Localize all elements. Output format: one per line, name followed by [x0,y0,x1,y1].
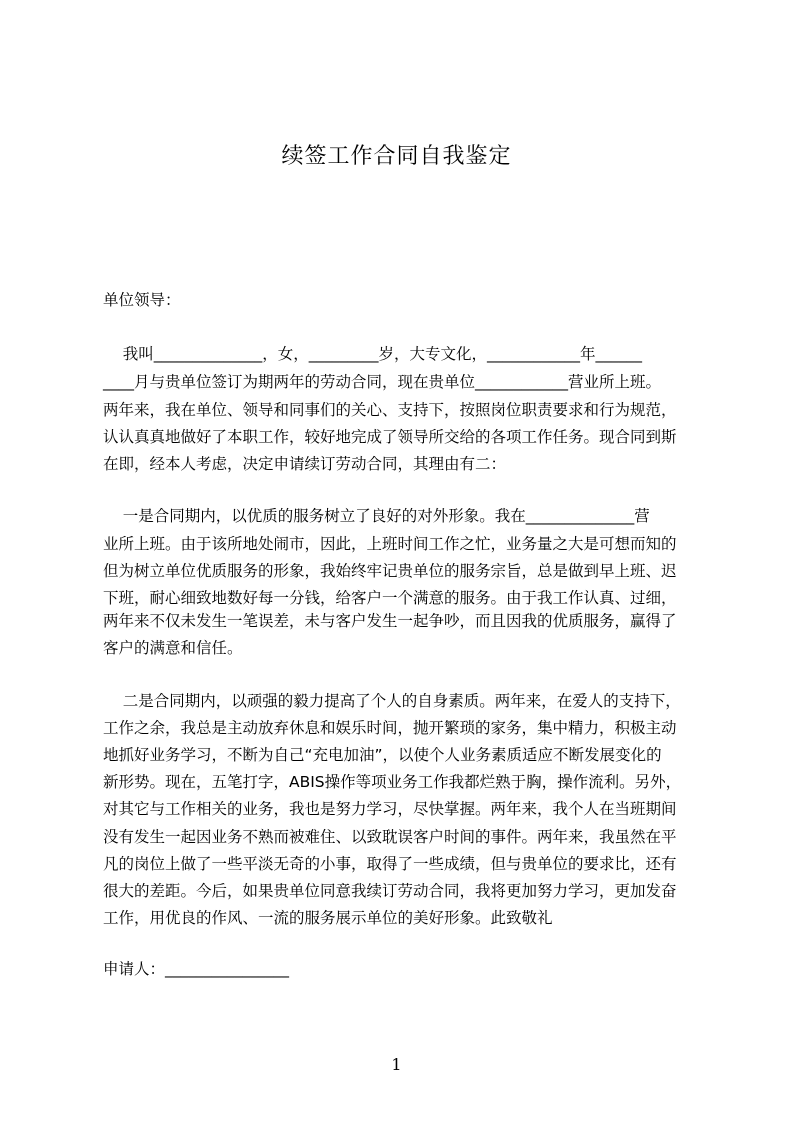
paragraph-line: 很大的差距。今后，如果贵单位同意我续订劳动合同，我将更加努力学习，更加发奋 [103,882,677,900]
paragraph-line: 二是合同期内，以顽强的毅力提高了个人的自身素质。两年来，在爱人的支持下， [103,692,681,710]
paragraph-line: 新形势。现在，五笔打字，ABIS操作等项业务工作我都烂熟于胸，操作流利。另外， [103,773,682,791]
paragraph-line: 地抓好业务学习，不断为自己“充电加油”，以使个人业务素质适应不断发展变化的 [103,746,662,764]
paragraph-line: 工作，用优良的作风、一流的服务展示单位的美好形象。此致敬礼 [103,909,553,927]
paragraph-line: 客户的满意和信任。 [103,639,243,657]
paragraph-line: 但为树立单位优质服务的形象，我始终牢记贵单位的服务宗旨，总是做到早上班、迟 [103,562,677,580]
paragraph-line: 工作之余，我总是主动放弃休息和娱乐时间，抛开繁琐的家务，集中精力，积极主动 [103,719,677,737]
paragraph-line: 对其它与工作相关的业务，我也是努力学习，尽快掌握。两年来，我个人在当班期间 [103,800,677,818]
paragraph-line: 凡的岗位上做了一些平淡无奇的小事，取得了一些成绩，但与贵单位的要求比，还有 [103,855,677,873]
document-title: 续签工作合同自我鉴定 [281,144,512,169]
signature-line: 申请人：________________ [103,960,290,978]
paragraph-line: 两年来不仅未发生一笔误差，未与客户发生一起争吵，而且因我的优质服务，赢得了 [103,612,677,630]
paragraph-line: ____月与贵单位签订为期两年的劳动合同，现在贵单位____________营业所上班。 [103,373,662,391]
paragraph-line: 没有发生一起因业务不熟而被难住、以致耽误客户时间的事件。两年来，我虽然在平 [103,828,677,846]
paragraph-line: 业所上班。由于该所地处闹市，因此，上班时间工作之忙，业务量之大是可想而知的 [103,535,677,553]
paragraph-line: 一是合同期内，以优质的服务树立了良好的对外形象。我在______________营 [103,507,650,525]
paragraph-line: 在即，经本人考虑，决定申请续订劳动合同，其理由有二： [103,455,507,473]
page-number: 1 [391,1055,402,1074]
paragraph-line: 下班，耐心细致地数好每一分钱，给客户一个满意的服务。由于我工作认真、过细， [103,589,677,607]
paragraph-line: 两年来，我在单位、领导和同事们的关心、支持下，按照岗位职责要求和行为规范， [103,401,677,419]
paragraph-line: 我叫______________，女，_________岁，大专文化，____________年______ [103,345,642,363]
salutation: 单位领导： [103,291,181,309]
paragraph-line: 认认真真地做好了本职工作，较好地完成了领导所交给的各项工作任务。现合同到斯 [103,428,677,446]
